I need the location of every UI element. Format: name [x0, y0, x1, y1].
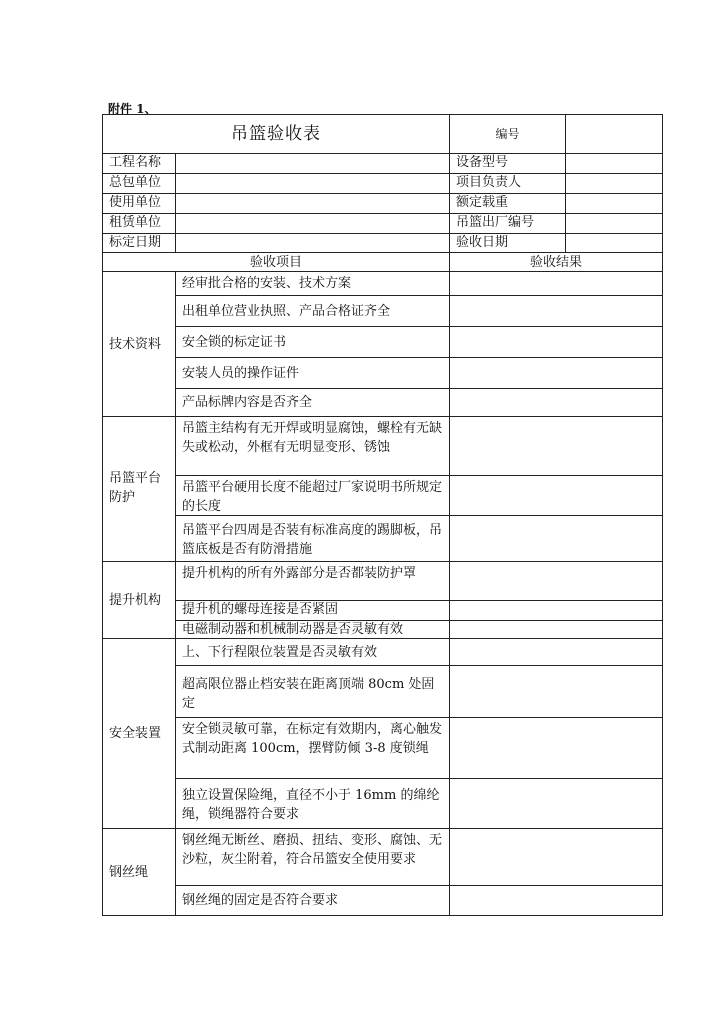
info-label-calibration-date: 标定日期 — [102, 233, 176, 253]
check-item: 独立设置保险绳，直径不小于 16mm 的绵纶绳，锁绳器符合要求 — [175, 778, 450, 829]
check-item: 电磁制动器和机械制动器是否灵敏有效 — [175, 620, 450, 639]
check-result[interactable] — [449, 828, 663, 886]
info-label-acceptance-date: 验收日期 — [449, 233, 566, 253]
check-result[interactable] — [449, 665, 663, 718]
check-item: 钢丝绳无断丝、磨损、扭结、变形、腐蚀、无沙粒，灰尘附着，符合吊篮安全使用要求 — [175, 828, 450, 886]
info-value-user[interactable] — [175, 193, 450, 214]
check-result[interactable] — [449, 388, 663, 417]
header-item: 验收项目 — [102, 252, 450, 272]
check-item: 产品标牌内容是否齐全 — [175, 388, 450, 417]
check-item: 吊篮平台硬用长度不能超过厂家说明书所规定的长度 — [175, 475, 450, 516]
check-item: 上、下行程限位装置是否灵敏有效 — [175, 638, 450, 666]
check-item: 经审批合格的安装、技术方案 — [175, 271, 450, 296]
check-item: 安全锁灵敏可靠，在标定有效期内，离心触发式制动距离 100cm，摆臂防倾 3-8 度锁绳 — [175, 717, 450, 779]
check-result[interactable] — [449, 638, 663, 666]
info-value-manager[interactable] — [565, 173, 663, 194]
info-value-acceptance-date[interactable] — [565, 233, 663, 253]
category-platform-protection: 吊篮平台防护 — [102, 416, 176, 562]
check-item: 提升机的螺母连接是否紧固 — [175, 600, 450, 621]
info-value-serial[interactable] — [565, 213, 663, 234]
info-value-model[interactable] — [565, 153, 663, 174]
check-result[interactable] — [449, 475, 663, 516]
info-label-manager: 项目负责人 — [449, 173, 566, 194]
category-safety-devices: 安全装置 — [102, 638, 176, 829]
check-result[interactable] — [449, 717, 663, 779]
check-item: 吊篮平台四周是否装有标准高度的踢脚板，吊篮底板是否有防滑措施 — [175, 515, 450, 562]
attachment-label: 附件 1、 — [108, 102, 157, 116]
form-title: 吊篮验收表 — [102, 114, 450, 154]
check-result[interactable] — [449, 561, 663, 601]
info-label-serial: 吊篮出厂编号 — [449, 213, 566, 234]
check-result[interactable] — [449, 357, 663, 389]
number-value[interactable] — [565, 114, 663, 154]
info-value-calibration-date[interactable] — [175, 233, 450, 253]
check-item: 安全锁的标定证书 — [175, 326, 450, 358]
category-hoist: 提升机构 — [102, 561, 176, 639]
category-tech-docs: 技术资料 — [102, 271, 176, 417]
check-result[interactable] — [449, 620, 663, 639]
check-item: 提升机构的所有外露部分是否都装防护罩 — [175, 561, 450, 601]
info-label-lessor: 租赁单位 — [102, 213, 176, 234]
info-label-contractor: 总包单位 — [102, 173, 176, 194]
check-item: 钢丝绳的固定是否符合要求 — [175, 885, 450, 916]
check-result[interactable] — [449, 271, 663, 296]
info-value-load[interactable] — [565, 193, 663, 214]
check-result[interactable] — [449, 515, 663, 562]
number-label: 编号 — [449, 114, 566, 154]
info-label-user: 使用单位 — [102, 193, 176, 214]
info-label-project: 工程名称 — [102, 153, 176, 174]
info-value-contractor[interactable] — [175, 173, 450, 194]
check-item: 超高限位器止档安装在距离顶端 80cm 处固定 — [175, 665, 450, 718]
info-value-project[interactable] — [175, 153, 450, 174]
check-item: 吊篮主结构有无开焊或明显腐蚀，螺栓有无缺失或松动，外框有无明显变形、锈蚀 — [175, 416, 450, 476]
check-result[interactable] — [449, 416, 663, 476]
info-value-lessor[interactable] — [175, 213, 450, 234]
info-label-model: 设备型号 — [449, 153, 566, 174]
check-result[interactable] — [449, 326, 663, 358]
check-result[interactable] — [449, 295, 663, 327]
check-result[interactable] — [449, 600, 663, 621]
header-result: 验收结果 — [449, 252, 663, 272]
category-wire-rope: 钢丝绳 — [102, 828, 176, 916]
check-item: 安装人员的操作证件 — [175, 357, 450, 389]
check-item: 出租单位营业执照、产品合格证齐全 — [175, 295, 450, 327]
check-result[interactable] — [449, 778, 663, 829]
info-label-load: 额定载重 — [449, 193, 566, 214]
check-result[interactable] — [449, 885, 663, 916]
